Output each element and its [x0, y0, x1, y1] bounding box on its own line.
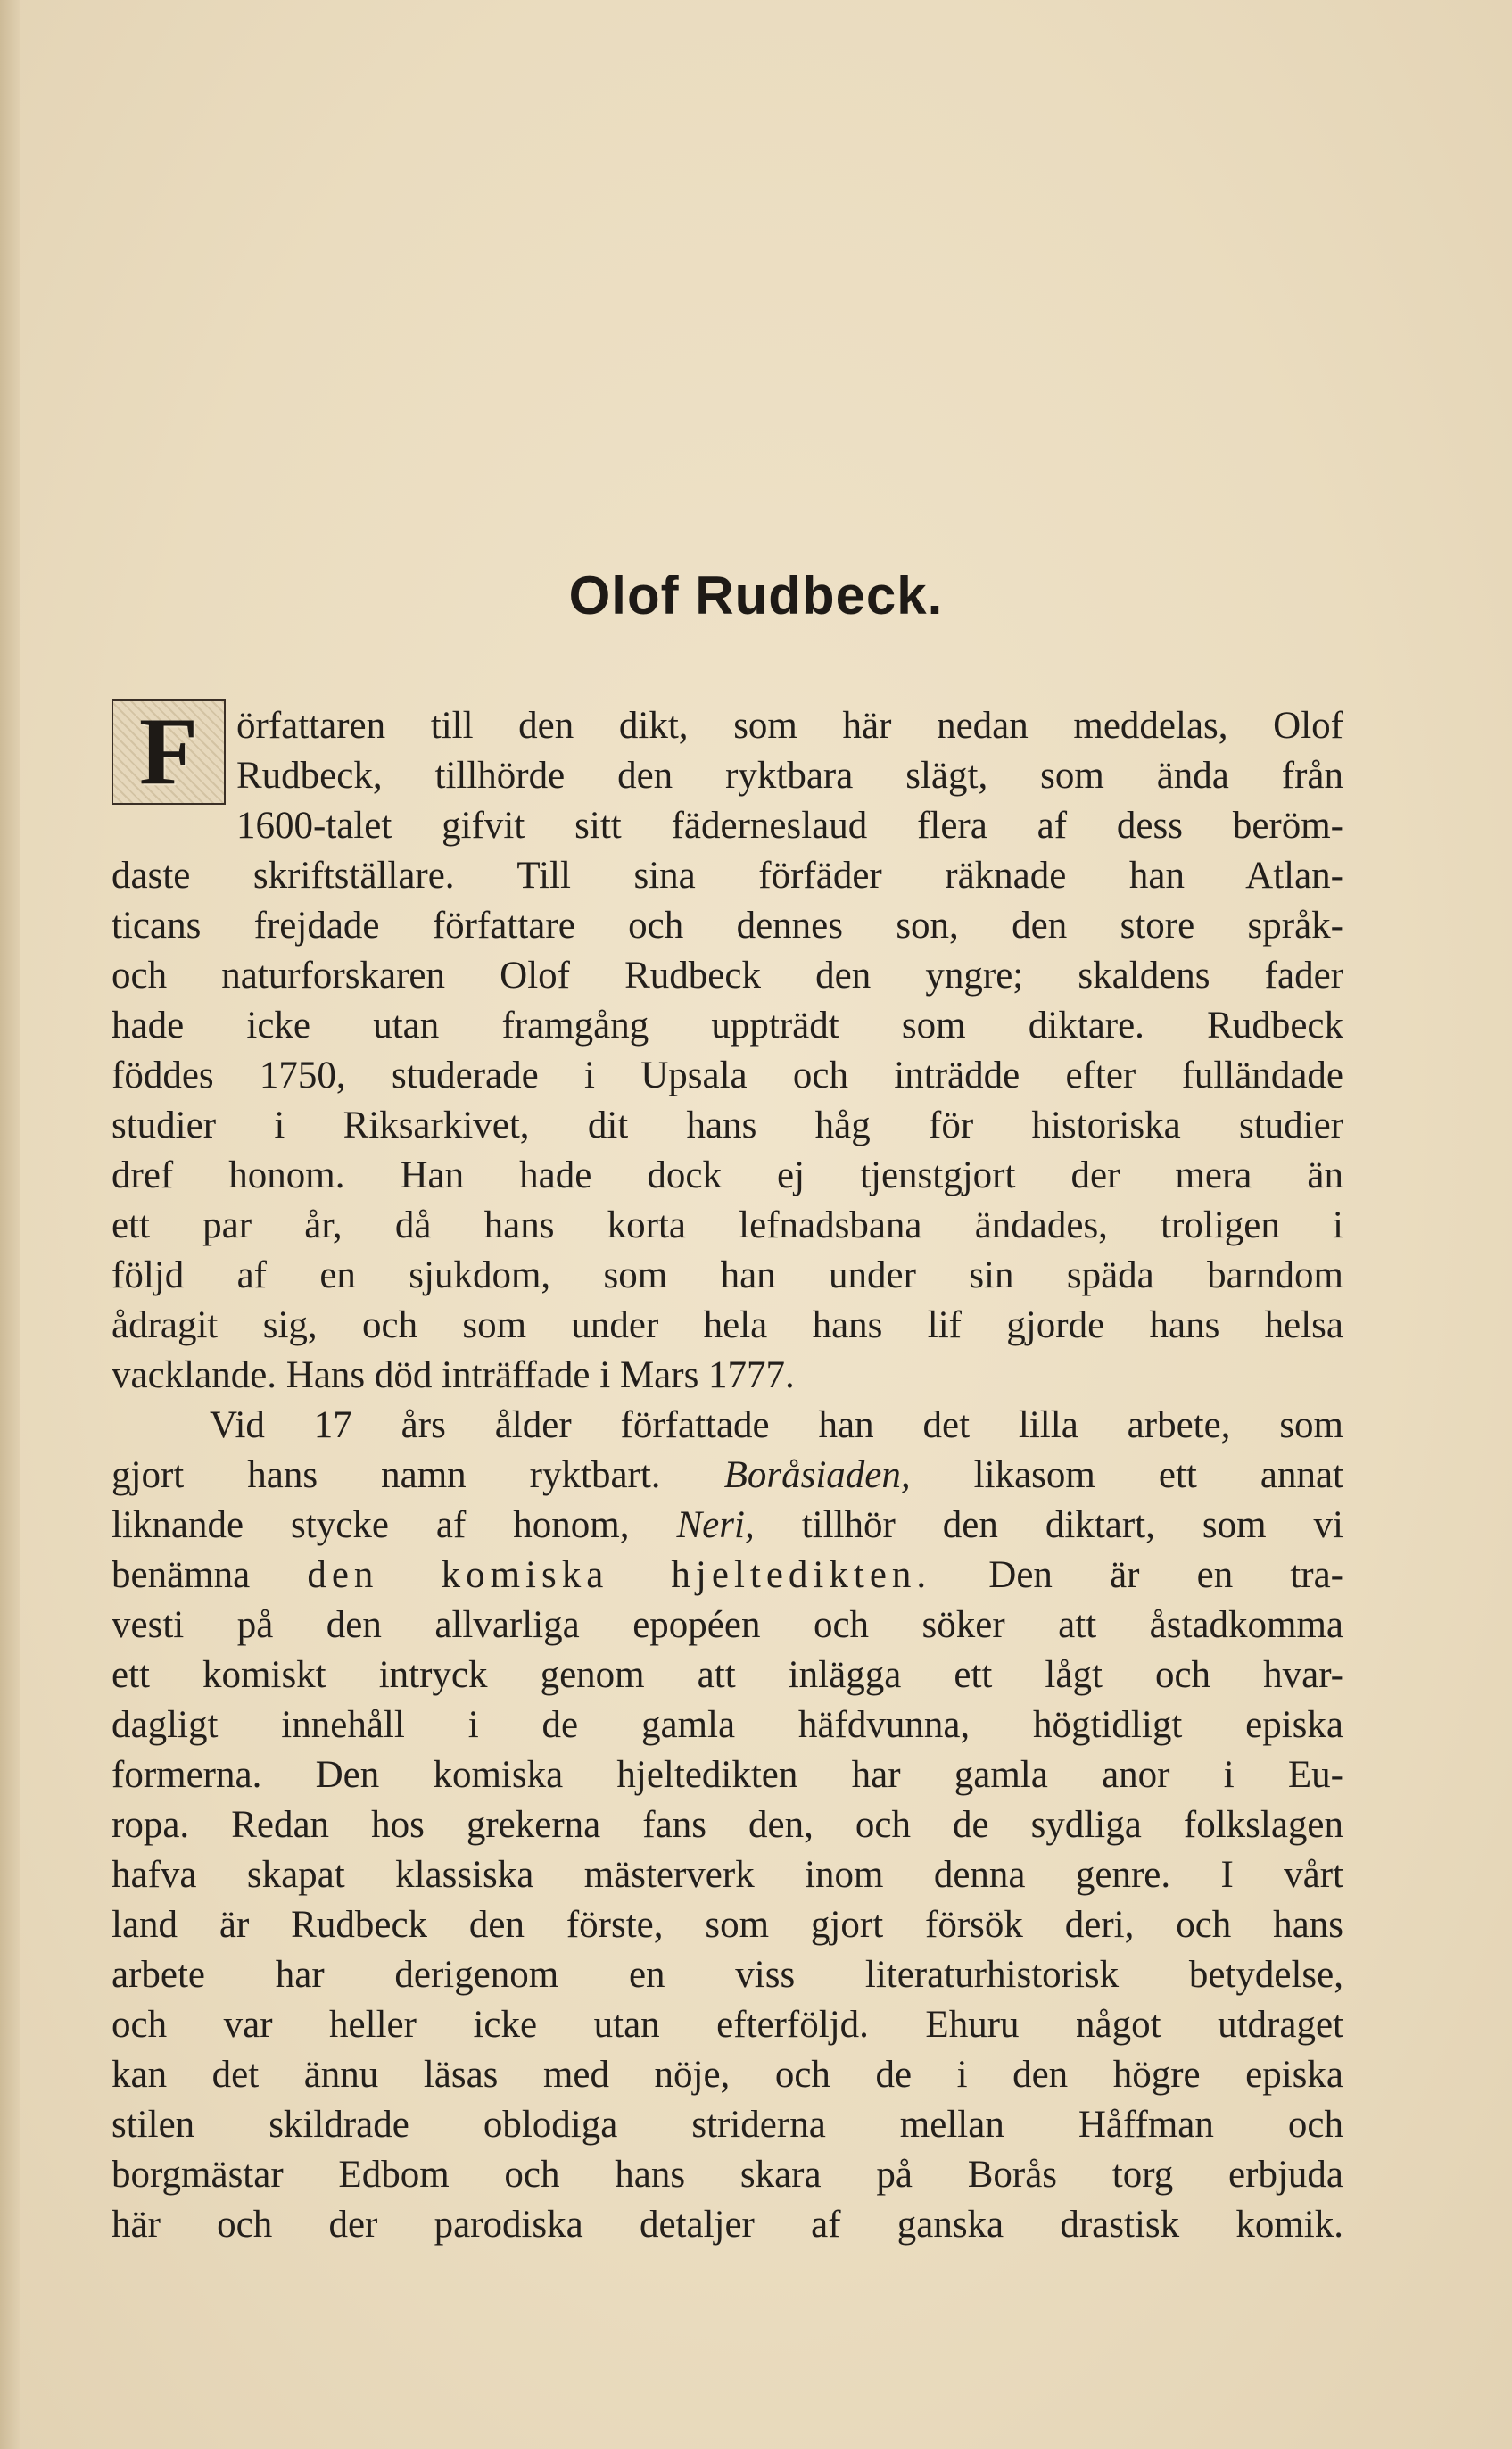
italic-title-borasiaden: Boråsiaden,	[723, 1454, 911, 1496]
text-line: borgmästar Edbom och hans skara på Borås torg erbjuda	[112, 2154, 1343, 2196]
text-line: örfattaren till den dikt, som här nedan meddelas, Olof	[236, 705, 1343, 747]
text-line: följd af en sjukdom, som han under sin späda barndom	[112, 1254, 1343, 1296]
text-line: ropa. Redan hos grekerna fans den, och de sydliga folkslagen	[112, 1804, 1343, 1846]
text-line: vacklande. Hans död inträffade i Mars 1777.	[112, 1354, 795, 1396]
text-segment: Den är en tra-	[988, 1554, 1343, 1596]
text-line: föddes 1750, studerade i Upsala och inträdde efter fulländade	[112, 1055, 1343, 1096]
text-line: land är Rudbeck den förste, som gjort försök deri, och hans	[112, 1904, 1343, 1946]
text-line: 1600-talet gifvit sitt fäderneslaud flera af dess beröm-	[236, 805, 1343, 847]
text-segment: gjort hans namn ryktbart.	[112, 1454, 661, 1496]
text-line: stilen skildrade oblodiga striderna mellan Håffman och	[112, 2104, 1343, 2146]
spaced-emphasis: den komiska hjeltedikten.	[307, 1554, 932, 1596]
text-line: och naturforskaren Olof Rudbeck den yngre; skaldens fader	[112, 955, 1343, 997]
body-text	[112, 701, 1343, 2250]
text-line: kan det ännu läsas med nöje, och de i den högre episka	[112, 2054, 1343, 2096]
text-segment: benämna	[112, 1554, 251, 1596]
text-line: här och der parodiska detaljer af ganska drastisk komik.	[112, 2204, 1343, 2246]
page-edge	[0, 0, 20, 2449]
text-segment: likasom ett annat	[973, 1454, 1344, 1496]
text-line: och var heller icke utan efterföljd. Ehuru något utdraget	[112, 2004, 1343, 2046]
text-line: ticans frejdade författare och dennes son, den store språk-	[112, 905, 1343, 947]
text-line-mixed	[112, 1551, 1343, 1601]
text-line: vesti på den allvarliga epopéen och söker att åstadkomma	[112, 1604, 1343, 1646]
text-segment: liknande stycke af honom,	[112, 1504, 630, 1546]
text-line: dref honom. Han hade dock ej tjenstgjort der mera än	[112, 1154, 1343, 1196]
text-line-mixed	[112, 1501, 1343, 1551]
text-line: ådragit sig, och som under hela hans lif gjorde hans helsa	[112, 1304, 1343, 1346]
text-line-mixed	[112, 1451, 1343, 1501]
drop-cap-letter: F	[139, 699, 198, 805]
text-segment: tillhör den diktart, som vi	[801, 1504, 1343, 1546]
chapter-title: Olof Rudbeck.	[568, 566, 944, 625]
text-line: studier i Riksarkivet, dit hans håg för historiska studier	[112, 1105, 1343, 1146]
text-line: formerna. Den komiska hjeltedikten har gamla anor i Eu-	[112, 1754, 1343, 1796]
text-line: daste skriftställare. Till sina förfäder räknade han Atlan-	[112, 855, 1343, 897]
text-line: Rudbeck, tillhörde den ryktbara slägt, som ända från	[236, 755, 1343, 797]
italic-title-neri: Neri,	[676, 1504, 755, 1546]
text-line: dagligt innehåll i de gamla häfdvunna, högtidligt episka	[112, 1704, 1343, 1746]
text-line: ett komiskt intryck genom att inlägga ett lågt och hvar-	[112, 1654, 1343, 1696]
text-line: hade icke utan framgång uppträdt som diktare. Rudbeck	[112, 1005, 1343, 1047]
text-line: Vid 17 års ålder författade han det lilla arbete, som	[210, 1404, 1343, 1446]
text-line: ett par år, då hans korta lefnadsbana ändades, troligen i	[112, 1204, 1343, 1246]
text-line: arbete har derigenom en viss literaturhistorisk betydelse,	[112, 1954, 1343, 1996]
text-line: hafva skapat klassiska mästerverk inom denna genre. I vårt	[112, 1854, 1343, 1896]
